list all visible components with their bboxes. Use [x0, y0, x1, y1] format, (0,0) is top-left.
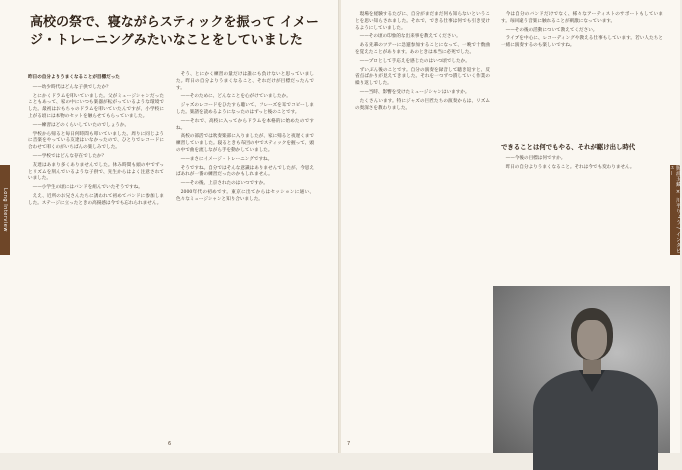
paragraph: ずいぶん後のことです。自分の演奏を録音して聴き返すと、反省点ばかりが見えてきました。それを一つずつ潰していく作業の繰り返しでした。: [355, 67, 490, 87]
lead-heading: 昨日の自分よりうまくなることが目標だった: [28, 75, 120, 80]
paragraph: そうですね。自分ではそんな意識はありませんでしたが、今思えばあれが一番の練習だったのかもしれません。: [176, 165, 314, 178]
page-number-right: 7: [347, 441, 351, 447]
paragraph: そう、とにかく練習の量だけは誰にも負けないと思っていました。昨日の自分よりうまくなること、それだけが目標だったんです。: [176, 72, 314, 91]
paragraph: 2000年代の初めです。東京に出てからはセッションに通い、色々なミュージシャンと知り合いました。: [176, 189, 314, 202]
right-column-1: [355, 12, 490, 437]
portrait-photo: [493, 286, 670, 453]
left-column-1: [28, 72, 164, 437]
paragraph: ——今後の目標は何ですか。: [505, 156, 566, 161]
paragraph: ええ、近所のお兄さんたちに誘われて初めてバンドに参加しました。ステージに立ったときの高揚感は今でも忘れられません。: [28, 193, 164, 206]
paragraph: 高校の部活では吹奏楽部に入りましたが、家に帰ると夜遅くまで練習していました。寝るときも布団の中でスティックを握って、頭の中で曲を流しながら手を動かしていました。: [176, 134, 314, 153]
paragraph: とにかくドラムを叩いていました。父がミュージシャンだったこともあって、家の中にいつも楽器が転がっているような環境でした。最初はおもちゃのドラムを叩いていたんですが、小学校に上がる頃には本物のセットを触らせてもらっていました。: [28, 93, 164, 119]
paragraph: ——プロとして手応えを感じたのはいつ頃でしたか。: [359, 58, 470, 64]
paragraph: ——それで、高校に入ってからドラムを本格的に始めたのですね。: [176, 118, 314, 131]
section-tab-right: 勝浦玉藏 × 川平りょう / インタビュー: [668, 165, 681, 254]
section-tab-left: Long Interview: [0, 165, 10, 255]
paragraph: ——まさにイメージ・トレーニングですね。: [180, 156, 273, 162]
paragraph: 学校から帰ると毎日何時間も叩いていました。周りに同じように音楽をやっている友達はいなかったので、ひとりでレコードに合わせて叩くのがいちばんの楽しみでした。: [28, 131, 164, 151]
paragraph: ——その後の活動について教えてください。: [505, 27, 598, 33]
paragraph: ——当時、影響を受けたミュージシャンはいますか。: [359, 89, 470, 95]
paragraph: 今は自分のバンドだけでなく、様々なアーティストのサポートもしています。毎回違う音楽に触れることが刺激になっています。: [501, 12, 663, 24]
paragraph: ライブを中心に、レコーディングや教える仕事もしています。若い人たちと一緒に演奏するのも楽しいですね。: [501, 36, 663, 49]
paragraph: ジャズのレコードをひたすら聴いて、フレーズを耳でコピーしました。楽譜を読めるようになったのはずっと後のことです。: [176, 103, 314, 115]
left-page: [0, 0, 339, 453]
paragraph: ——幼少時代はどんな子供でしたか？: [32, 84, 111, 90]
paragraph: ——その後、上京されたのはいつですか。: [180, 181, 268, 187]
paragraph: ——そのために、どんなことを心がけていましたか。: [180, 94, 291, 100]
paragraph: 現場を経験するたびに、自分がまだまだ何も知らないということを思い知らされました。それで、できる仕事は何でも引き受けるようにしていました。: [355, 12, 490, 31]
paragraph: たくさんいます。特にジャズの巨匠たちの演奏からは、リズムの奥深さを教わりました。: [355, 98, 490, 111]
right-column-2: [501, 12, 663, 132]
paragraph: ——小学生の頃にはバンドを組んでいたそうですね。: [32, 185, 143, 191]
paragraph: ——練習はどのくらいしていたのでしょうか。: [32, 122, 130, 128]
paragraph: ——その頃の印象的な出来事を教えてください。: [359, 34, 461, 40]
left-column-2: [176, 72, 314, 437]
section-subhead: できることは何でもやる、それが駆け出し時代: [501, 143, 636, 151]
page-number-left: 6: [168, 441, 172, 447]
paragraph: ある先輩のツアーに急遽参加することになって、一晩で十数曲を覚えたことがあります。あのときは本当に必死でした。: [355, 43, 490, 55]
paragraph: ——学校ではどんな存在でしたか？: [32, 153, 107, 159]
right-column-3: [501, 156, 663, 280]
paragraph: 昨日の自分よりうまくなること。それは今でも変わりません。: [505, 164, 635, 170]
page-headline: 高校の祭で、寝ながらスティックを振って イメージ・トレーニングみたいなことをしていました: [30, 15, 319, 48]
paragraph: 友達はあまり多くありませんでした。休み時間も頭の中でずっとリズムを刻んでいるような子供で、先生からはよく注意されていました。: [28, 162, 164, 182]
